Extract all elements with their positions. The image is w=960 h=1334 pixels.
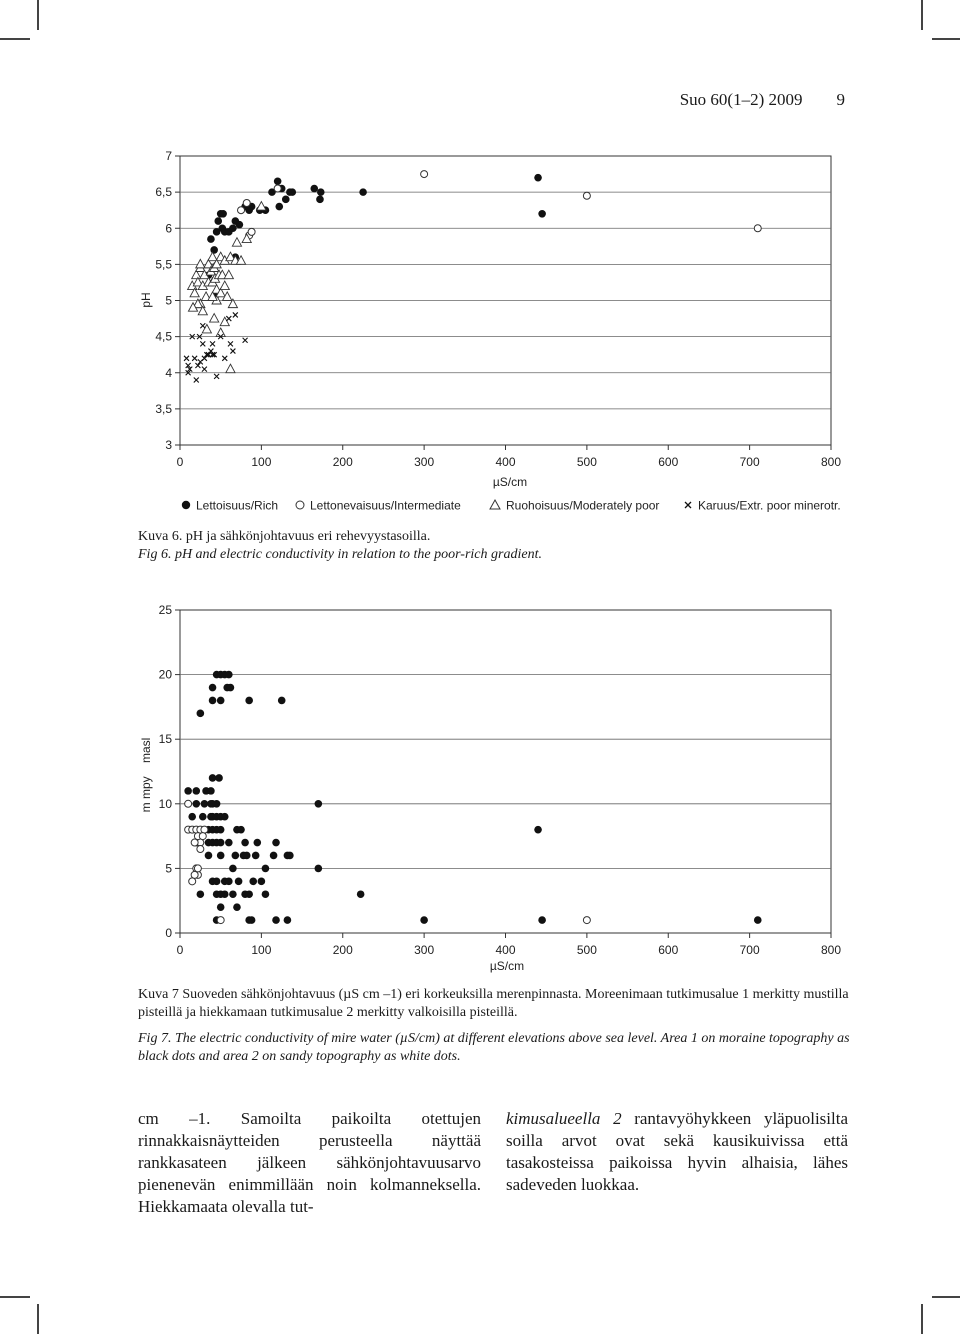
y-tick-label: 5 — [165, 293, 172, 308]
y-tick-label: 3 — [165, 438, 172, 452]
body-column-right — [506, 1108, 848, 1196]
data-point-filled — [286, 852, 294, 860]
page-number: 9 — [836, 90, 845, 109]
data-point-filled — [232, 852, 240, 860]
data-point-filled — [284, 916, 292, 924]
data-point-open — [191, 839, 198, 846]
x-tick-label: 600 — [658, 455, 679, 469]
data-point-open — [194, 865, 201, 872]
data-point-filled — [241, 839, 249, 847]
data-point-filled — [272, 916, 280, 924]
data-point-open — [185, 800, 192, 807]
y-tick-label: 6 — [165, 221, 172, 236]
legend-rich-label: Lettoisuus/Rich — [196, 498, 279, 513]
crop-mark — [37, 1304, 39, 1334]
y-tick-label: 4,5 — [155, 329, 172, 344]
data-point-filled — [217, 890, 225, 898]
data-point-filled — [209, 697, 217, 705]
x-tick-label: 0 — [176, 455, 184, 469]
x-tick-label: 100 — [251, 943, 272, 957]
legend-intermediate-label: Lettonevaisuus/Intermediate — [310, 498, 461, 513]
y-tick-label: 5,5 — [155, 257, 172, 272]
y-axis-label: pH — [139, 292, 153, 308]
y-tick-label: 6,5 — [155, 185, 172, 200]
data-point-filled — [225, 878, 233, 886]
data-point-filled — [237, 826, 245, 834]
data-point-filled — [262, 890, 270, 898]
y-axis-label: m mpy masl — [139, 737, 153, 813]
data-point-filled — [229, 890, 237, 898]
data-point-filled — [199, 813, 207, 821]
x-tick-label: 0 — [176, 943, 184, 957]
data-point-filled — [217, 697, 225, 705]
data-point-filled — [188, 813, 196, 821]
data-point-filled — [197, 710, 205, 718]
body-paragraph-2-text: rantavyöhykkeen yläpuolisilta soilla arvot ovat sekä kausikuivissa että tasakosteissa paikoissa hyvin alhaisia, lähes sadeveden luokkaa. — [506, 1109, 848, 1194]
data-point-filled — [209, 774, 217, 782]
data-point-filled — [252, 852, 260, 860]
x-tick-label: 500 — [576, 943, 597, 957]
data-point-filled — [213, 878, 221, 886]
y-tick-label: 20 — [158, 667, 172, 682]
data-point-filled — [258, 878, 266, 886]
crop-mark — [932, 1296, 960, 1298]
data-point-open — [189, 878, 196, 885]
y-tick-label: 7 — [165, 149, 172, 163]
x-tick-label: 100 — [251, 455, 272, 469]
figure6-caption-en: Fig 6. pH and electric conductivity in relation to the poor-rich gradient. — [138, 547, 542, 562]
y-tick-label: 0 — [165, 926, 172, 940]
y-tick-label: 10 — [158, 796, 172, 811]
journal-title: Suo 60(1–2) 2009 — [679, 90, 803, 109]
data-point-filled — [207, 787, 215, 795]
data-point-filled — [217, 852, 225, 860]
x-tick-label: 400 — [495, 943, 516, 957]
crop-mark — [0, 1296, 30, 1298]
y-tick-label: 5 — [165, 861, 172, 876]
data-point-filled — [217, 903, 225, 911]
data-point-filled — [192, 787, 200, 795]
x-tick-label: 300 — [414, 943, 435, 957]
legend-extr-poor-label: Karuus/Extr. poor minerotr. — [698, 498, 841, 513]
data-point-filled — [217, 839, 225, 847]
x-tick-label: 200 — [332, 943, 353, 957]
figure7-caption-fi: Kuva 7 Suoveden sähkönjohtavuus (µS cm –1) eri korkeuksilla merenpinnasta. Moreenimaan tutkimusalue 1 merkitty mustilla pisteillä ja hiekkamaan tutkimusalue 2 merkitty valkoisilla pisteillä. — [138, 987, 849, 1020]
x-axis-label: µS/cm — [489, 959, 525, 973]
data-point-filled — [420, 916, 428, 924]
data-point-filled — [184, 787, 192, 795]
data-point-filled — [217, 826, 225, 834]
data-point-filled — [229, 865, 237, 873]
data-point-open — [191, 871, 198, 878]
data-point-filled — [225, 671, 233, 679]
data-point-filled — [213, 800, 221, 808]
data-point-filled — [245, 697, 253, 705]
x-tick-label: 300 — [414, 455, 435, 469]
body-paragraph-1: cm –1. Samoilta paikoilta otettujen rinnakkaisnäytteiden perusteella näyttää rankkasateen jälkeen sähkönjohtavuusarvo pienenevän enimmillään noin kolmanneksella. Hiekkamaata olevalla tut- — [138, 1109, 481, 1216]
data-point-filled — [315, 800, 323, 808]
x-tick-label: 500 — [576, 455, 597, 469]
data-point-filled — [201, 800, 209, 808]
body-italic-term: kimusalueella 2 — [506, 1109, 622, 1128]
data-point-filled — [249, 878, 257, 886]
data-point-filled — [215, 774, 223, 782]
y-tick-label: 15 — [158, 732, 172, 747]
data-point-filled — [209, 684, 217, 692]
x-tick-label: 700 — [739, 455, 760, 469]
x-tick-label: 700 — [739, 943, 760, 957]
figure7-caption-en: Fig 7. The electric conductivity of mire water (µS/cm) at different elevations above sea level. Area 1 on moraine topography as black dots and area 2 on sandy topography as white dots. — [138, 1031, 850, 1064]
crop-mark — [921, 1304, 923, 1334]
x-tick-label: 600 — [658, 943, 679, 957]
data-point-filled — [192, 800, 200, 808]
x-axis-label: µS/cm — [492, 475, 528, 489]
data-point-open — [583, 917, 590, 924]
body-paragraph-2 — [506, 1108, 848, 1196]
y-tick-label: 3,5 — [155, 401, 172, 416]
data-point-filled — [248, 916, 256, 924]
plot-area — [180, 610, 831, 933]
figure6-caption-fi: Kuva 6. pH ja sähkönjohtavuus eri rehevyystasoilla. — [138, 529, 431, 544]
data-point-filled — [225, 839, 233, 847]
data-point-filled — [754, 916, 762, 924]
data-point-filled — [221, 813, 229, 821]
data-point-filled — [278, 697, 286, 705]
data-point-filled — [262, 865, 270, 873]
data-point-filled — [235, 878, 243, 886]
legend-moderately-poor-label: Ruohoisuus/Moderately poor — [506, 498, 660, 513]
data-point-filled — [197, 890, 205, 898]
data-point-open — [201, 826, 208, 833]
x-tick-label: 200 — [332, 455, 353, 469]
data-point-filled — [227, 684, 235, 692]
data-point-filled — [538, 916, 546, 924]
x-tick-label: 400 — [495, 455, 516, 469]
data-point-filled — [315, 865, 323, 873]
data-point-open — [199, 833, 206, 840]
data-point-open — [217, 917, 224, 924]
data-point-filled — [534, 826, 542, 834]
data-point-filled — [254, 839, 262, 847]
figure7-caption — [138, 986, 850, 1066]
x-tick-label: 800 — [820, 943, 842, 957]
data-point-filled — [245, 890, 253, 898]
data-point-filled — [272, 839, 280, 847]
data-point-filled — [357, 890, 365, 898]
data-point-filled — [233, 903, 241, 911]
data-point-filled — [270, 852, 278, 860]
data-point-open — [197, 846, 204, 853]
data-point-filled — [205, 852, 213, 860]
body-column-left — [138, 1108, 481, 1218]
y-tick-label: 25 — [158, 603, 172, 617]
y-tick-label: 4 — [165, 365, 172, 380]
data-point-filled — [243, 852, 251, 860]
x-tick-label: 800 — [820, 455, 842, 469]
